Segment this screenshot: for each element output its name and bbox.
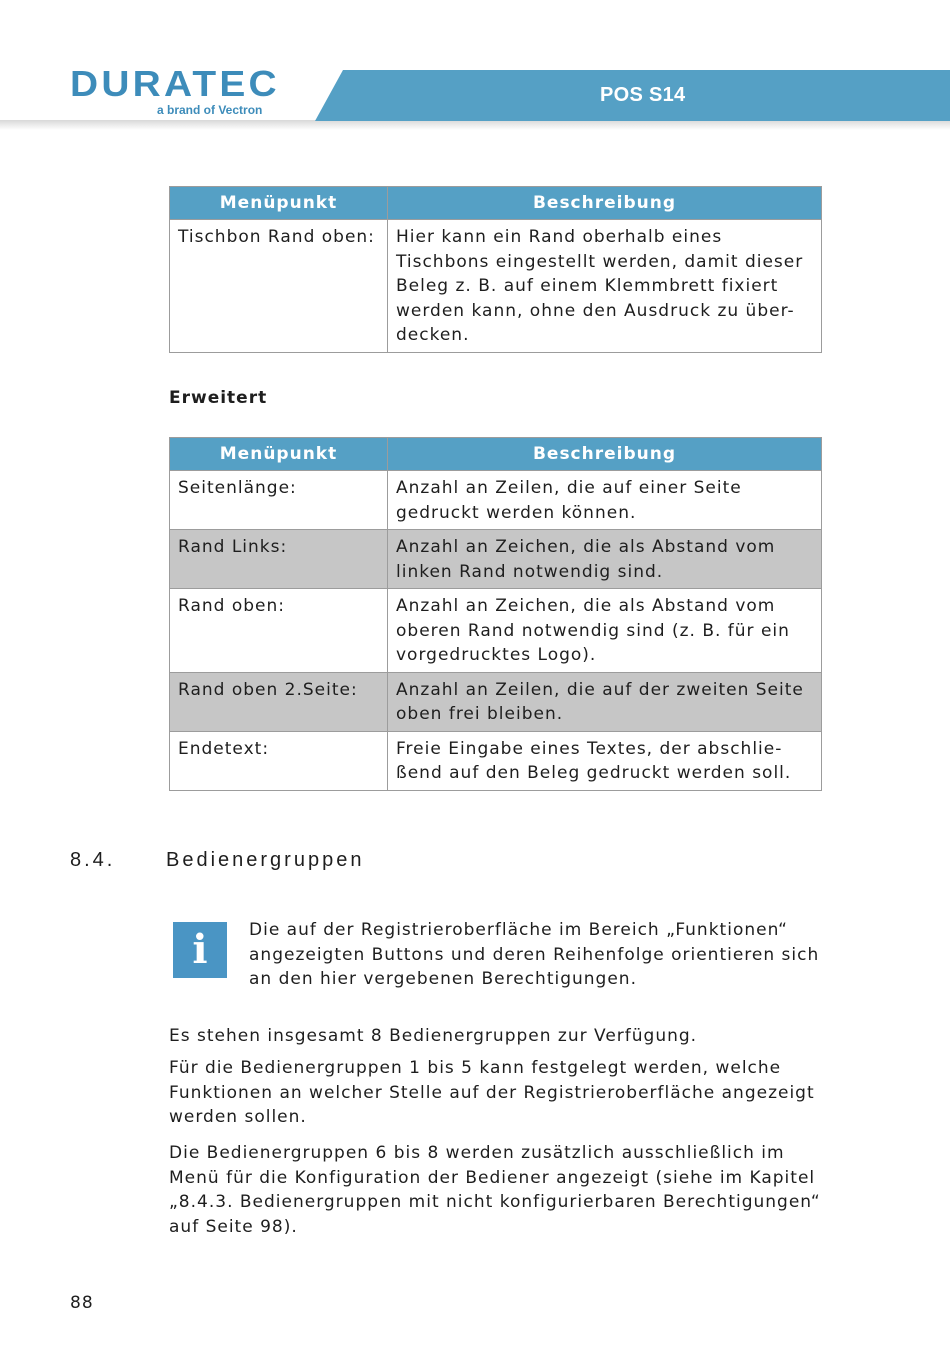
description-line: oberen Rand notwendig sind (z. B. für ein bbox=[396, 620, 790, 641]
table-row bbox=[170, 672, 822, 731]
description-line: decken. bbox=[396, 325, 470, 345]
table-row bbox=[170, 220, 822, 353]
description-line: Anzahl an Zeilen, die auf der zweiten Seite bbox=[396, 679, 804, 700]
description-line: werden kann, ohne den Ausdruck zu über- bbox=[396, 300, 795, 321]
paragraph bbox=[169, 1024, 829, 1049]
settings-table-2 bbox=[169, 437, 822, 791]
menu-item-cell: Tischbon Rand oben: bbox=[170, 220, 388, 353]
description-cell bbox=[388, 672, 822, 731]
menu-item-cell: Rand oben: bbox=[170, 589, 388, 673]
paragraph-line: Funktionen an welcher Stelle auf der Registrieroberfläche angezeigt bbox=[169, 1082, 815, 1103]
table-header-row bbox=[170, 438, 822, 471]
page-header bbox=[0, 0, 950, 130]
paragraph-line: „8.4.3. Bedienergruppen mit nicht konfigurierbaren Berechtigungen“ bbox=[169, 1192, 821, 1212]
description-line: Anzahl an Zeichen, die als Abstand vom bbox=[396, 537, 776, 557]
paragraph-line: auf Seite 98). bbox=[169, 1216, 298, 1237]
brand-logo: DURATEC bbox=[70, 63, 280, 104]
brand-tagline: a brand of Vectron bbox=[157, 103, 263, 117]
description-line: Beleg z. B. auf einem Klemmbrett fixiert bbox=[396, 276, 779, 296]
table-row bbox=[170, 471, 822, 530]
description-line: Anzahl an Zeilen, die auf einer Seite bbox=[396, 478, 742, 498]
description-line: vorgedrucktes Logo). bbox=[396, 645, 597, 665]
description-line: linken Rand notwendig sind. bbox=[396, 561, 664, 582]
paragraph-line: Die Bedienergruppen 6 bis 8 werden zusätzlich ausschließlich im bbox=[169, 1143, 785, 1163]
description-cell bbox=[388, 589, 822, 673]
subheading-erweitert: Erweitert bbox=[169, 388, 268, 408]
description-line: Tischbons eingestellt werden, damit dieser bbox=[396, 251, 804, 272]
paragraph-line: werden sollen. bbox=[169, 1107, 307, 1127]
menu-item-cell: Seitenlänge: bbox=[170, 471, 388, 530]
table-row bbox=[170, 530, 822, 589]
menu-item-cell: Rand oben 2.Seite: bbox=[170, 672, 388, 731]
paragraph-line: Es stehen insgesamt 8 Bedienergruppen zur Verfügung. bbox=[169, 1026, 698, 1046]
column-header-description: Beschreibung bbox=[388, 187, 822, 220]
description-line: Hier kann ein Rand oberhalb eines bbox=[396, 227, 723, 247]
section-title: Bedienergruppen bbox=[166, 849, 365, 871]
description-cell bbox=[388, 530, 822, 589]
settings-table-1 bbox=[169, 186, 822, 353]
description-cell bbox=[388, 731, 822, 790]
description-line: Freie Eingabe eines Textes, der abschlie- bbox=[396, 738, 783, 759]
section-number: 8.4. bbox=[70, 849, 116, 871]
header-title: POS S14 bbox=[600, 84, 686, 106]
paragraph bbox=[169, 1056, 829, 1130]
table-row bbox=[170, 589, 822, 673]
header-shadow bbox=[0, 120, 950, 130]
info-line: angezeigten Buttons und deren Reihenfolge orientieren sich bbox=[249, 944, 820, 965]
column-header-menu-item: Menüpunkt bbox=[170, 187, 388, 220]
column-header-menu-item: Menüpunkt bbox=[170, 438, 388, 471]
description-line: Anzahl an Zeichen, die als Abstand vom bbox=[396, 596, 776, 616]
description-cell bbox=[388, 220, 822, 353]
table-header-row bbox=[170, 187, 822, 220]
info-line: Die auf der Registrieroberfläche im Bereich „Funktionen“ bbox=[249, 920, 788, 940]
menu-item-cell: Endetext: bbox=[170, 731, 388, 790]
paragraph-line: Für die Bedienergruppen 1 bis 5 kann festgelegt werden, welche bbox=[169, 1058, 782, 1078]
column-header-description: Beschreibung bbox=[388, 438, 822, 471]
paragraph bbox=[169, 1141, 829, 1239]
info-note bbox=[249, 918, 829, 992]
description-cell bbox=[388, 471, 822, 530]
menu-item-cell: Rand Links: bbox=[170, 530, 388, 589]
paragraph-line: Menü für die Konfiguration der Bediener angezeigt (siehe im Kapitel bbox=[169, 1167, 816, 1188]
description-line: oben frei bleiben. bbox=[396, 704, 564, 724]
page-number: 88 bbox=[70, 1293, 94, 1313]
description-line: gedruckt werden können. bbox=[396, 502, 637, 523]
description-line: ßend auf den Beleg gedruckt werden soll. bbox=[396, 763, 792, 783]
info-line: an den hier vergebenen Berechtigungen. bbox=[249, 969, 637, 989]
info-icon: i bbox=[173, 922, 227, 978]
table-row bbox=[170, 731, 822, 790]
